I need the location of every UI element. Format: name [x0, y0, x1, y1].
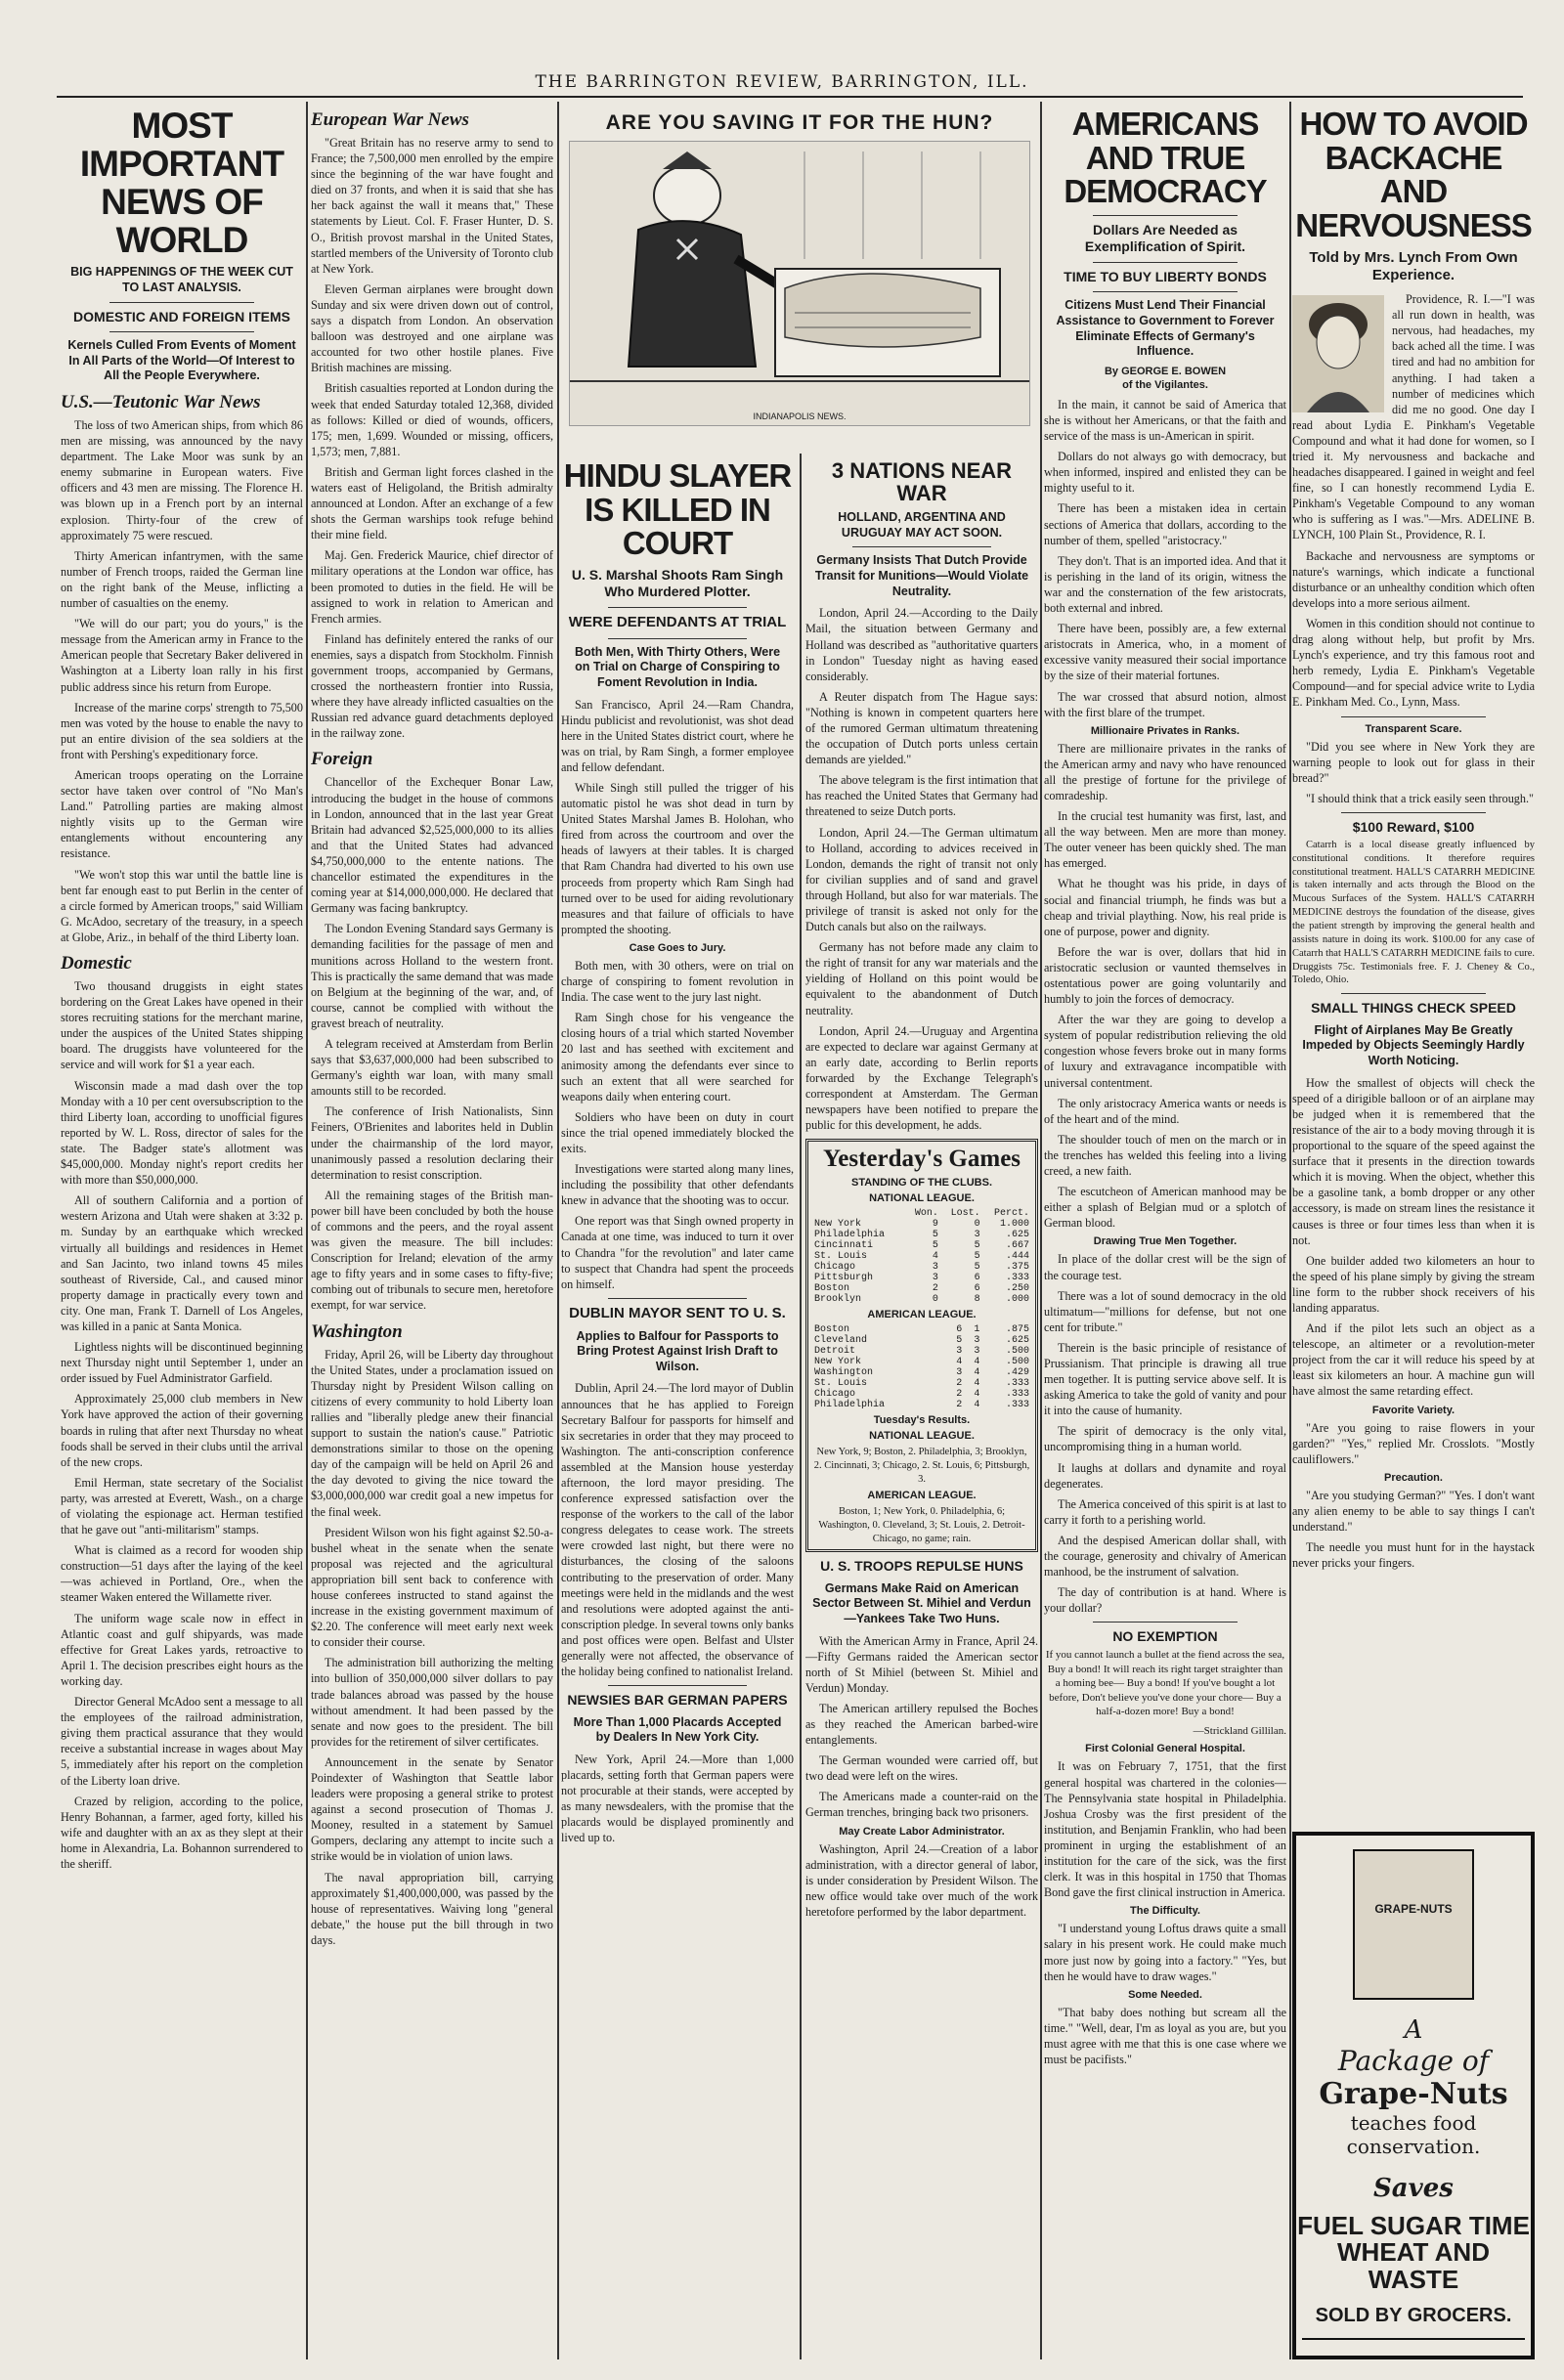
pct: .500	[1005, 1357, 1029, 1368]
paragraph: "We will do our part; you do yours," is the message from the American army in France to the American people that Secretary Baker delivered in Washington at a Liberty loan rally in his first public address since his return from Europe.	[61, 617, 303, 694]
league-label: AMERICAN LEAGUE.	[867, 1490, 977, 1502]
paragraph: They don't. That is an imported idea. And that it is perishing in the land of its origin, witness the war and the consternation of the few aristocrats, both external and inbred.	[1044, 553, 1286, 616]
won: 2	[956, 1389, 963, 1401]
byline: of the Vigilantes.	[1122, 378, 1208, 391]
section-heading: Washington	[311, 1320, 403, 1342]
won: 2	[932, 1283, 938, 1295]
lost: 4	[974, 1357, 980, 1368]
paragraph: The spirit of democracy is the only vital, uncompromising thing in a human world.	[1044, 1424, 1286, 1454]
paragraph: Women in this condition should not continue to drag along without help, but profit by Mrs. Lynch's experience, and try this famous root and herb remedy, Lydia E. Pinkham's Vegetable Compound—and for special advice write to Lydia E. Pinkham Med. Co., Lynn, Mass.	[1292, 616, 1535, 710]
subheadline: WERE DEFENDANTS AT TRIAL	[568, 613, 787, 630]
column-3a	[561, 454, 794, 2359]
headline: AMERICANS AND TRUE DEMOCRACY	[1064, 106, 1267, 210]
paragraph: There are millionaire privates in the ranks of the American army and navy who have renounced all the prestige of fortune for the privilege of comradeship.	[1044, 741, 1286, 802]
cereal-box-image	[1353, 1849, 1474, 2000]
won: 3	[956, 1367, 963, 1379]
paragraph: The German wounded were carried off, but two dead were left on the wires.	[805, 1753, 1038, 1784]
won: 3	[932, 1273, 938, 1284]
paragraph: Emil Herman, state secretary of the Socialist party, was arrested at Everett, Wash., on a charge of violating the espionage act. Herman testified that he gave out "anti-militarism" stamps.	[61, 1475, 303, 1537]
column-header	[812, 1208, 906, 1219]
lost: 8	[974, 1294, 980, 1306]
portrait-image	[1292, 295, 1384, 412]
pct: .375	[1005, 1262, 1029, 1274]
team: Chicago	[814, 1389, 856, 1401]
paragraph: Soldiers who have been on duty in court since the trial opened immediately blocked the exits.	[561, 1109, 794, 1155]
won: 0	[932, 1294, 938, 1306]
won: 6	[956, 1324, 963, 1336]
table-row	[812, 1400, 1031, 1410]
team: Cincinnati	[814, 1240, 874, 1252]
paragraph: The shoulder touch of men on the march or in the trenches has welded this feeling into a living creed, a new faith.	[1044, 1132, 1286, 1179]
team: St. Louis	[814, 1378, 868, 1390]
deck: Citizens Must Lend Their Financial Assistance to Government to Forever Eliminate Effects of Germany's Influence.	[1056, 298, 1275, 359]
headline: NEWSIES BAR GERMAN PAPERS	[567, 1692, 788, 1709]
pct: .875	[1005, 1324, 1029, 1336]
paragraph: British casualties reported at London during the week that ended Saturday totaled 12,368, divided as follows: Killed or died of wounds, officers, 175; men, 1,699. Wounded or missing, officers, 1,573; men, 7,881.	[311, 381, 553, 458]
paragraph: With the American Army in France, April 24.—Fifty Germans raided the American sector north of St Mihiel (between St. Mihiel and Verdun) Monday.	[805, 1633, 1038, 1695]
paragraph: The administration bill authorizing the melting into bullion of 350,000,000 silver dollars to pay trade balances abroad was passed by the house without amendment. It had been passed by the senate and now goes to the president. The bill provides for the retirement of silver certificates.	[311, 1656, 553, 1749]
subheadline: U. S. Marshal Shoots Ram Singh Who Murdered Plotter.	[571, 566, 784, 600]
section-heading: May Create Labor Administrator.	[839, 1825, 1005, 1838]
deck: Applies to Balfour for Passports to Bring Protest Against Irish Draft to Wilson.	[576, 1328, 779, 1373]
lost: 4	[974, 1378, 980, 1390]
table-row	[812, 1367, 1031, 1378]
paragraph: How the smallest of objects will check the speed of a dirigible balloon or of an airplane may be judged when it is remembered that the resistance of the air to a body moving through it is proportional to the square of the speed against the surface that it presents in the direction towards which it is moving. When the object, whether this be a gasoline tank, a bomb dropper or any other accessory, is made on stream lines the resistance it causes is three or four times less than when it is not.	[1292, 1075, 1535, 1247]
divider	[109, 302, 255, 303]
paragraph: The London Evening Standard says Germany is demanding facilities for the passage of men and munitions across Holland to the western front. This is practically the same demand that was made on Belgium at the beginning of the war, and, of course, cannot be complied with without the gravest breach of neutrality.	[311, 922, 553, 1030]
paragraph: In place of the dollar crest will be the sign of the courage test.	[1044, 1252, 1286, 1282]
divider	[1093, 1622, 1238, 1623]
paragraph: "I should think that a trick easily seen through."	[1306, 791, 1535, 805]
headline: HOW TO AVOID BACKACHE AND NERVOUSNESS	[1295, 106, 1532, 243]
column-5	[1292, 102, 1535, 2359]
table-row	[812, 1273, 1031, 1283]
paragraph: Finland has definitely entered the ranks of our enemies, says a dispatch from Stockholm. Finnish government troops, accompanied by Germans, crossed the northeastern frontier into Russia, where they have already inflicted casualties on the Russian red advance guard detachments deployed in the railway zone.	[311, 631, 553, 741]
paragraph: The war crossed that absurd notion, almost with the first blare of the trumpet.	[1044, 689, 1286, 719]
column-4	[1044, 102, 1286, 2359]
section-heading: Precaution.	[1384, 1471, 1443, 1484]
divider	[1341, 812, 1487, 813]
section-heading: Some Needed.	[1128, 1988, 1202, 2001]
divider	[608, 1298, 748, 1299]
headline: U. S. TROOPS REPULSE HUNS	[820, 1558, 1023, 1575]
paragraph: The naval appropriation bill, carrying approximately $1,400,000,000, was passed by the house of representatives. Waiving long "general debate," the house put the bill through in two days.	[311, 1870, 553, 1947]
paragraph: American troops operating on the Lorraine sector have taken over control of "No Man's Land." Patrolling parties are making almost nightly visits up to the German wire entanglements without encountering any resistance.	[61, 767, 303, 861]
results-text: Boston, 1; New York, 0. Philadelphia, 6; Washington, 0. Cleveland, 3; St. Louis, 2. Detroit-Chicago, no game; rain.	[818, 1506, 1025, 1544]
paragraph: One builder added two kilometers an hour to the speed of his plane simply by giving the stream line form to the rubber shock receivers of his landing apparatus.	[1292, 1253, 1535, 1316]
paragraph: The escutcheon of American manhood may be either a splash of Belgian mud or a splotch of German blood.	[1044, 1185, 1286, 1231]
divider	[608, 1685, 748, 1686]
paragraph: Director General McAdoo sent a message to all the employees of the railroad administration, giving them practical assurance that they would receive a substantial increase in wages about May 5, immediately after his report on the completion of the Liberty loan drive.	[61, 1695, 303, 1788]
deck: Germans Make Raid on American Sector Between St. Mihiel and Verdun—Yankees Take Two Huns.	[812, 1580, 1031, 1625]
paragraph: There has been a mistaken idea in certain sections of America that dollars, according to the number of them, spelled "aristocracy."	[1044, 501, 1286, 547]
paragraph: And the despised American dollar shall, with the courage, generosity and chivalry of American manhood, be the instrument of salvation.	[1044, 1533, 1286, 1579]
table-row	[812, 1262, 1031, 1273]
deck: More Than 1,000 Placards Accepted by Dealers In New York City.	[573, 1714, 782, 1745]
pct: .500	[1005, 1346, 1029, 1358]
pct: .333	[1005, 1378, 1029, 1390]
paragraph: London, April 24.—The German ultimatum to Holland, according to advices received in London, demands the right of transit not only for civilian supplies and of sand and gravel through Holland, but also for war materials. The privilege of transit is asked not only for the Dutch canals but also on the railways.	[805, 825, 1038, 934]
team: Washington	[814, 1367, 874, 1379]
cartoon-drawing	[570, 142, 1029, 406]
paragraph: "I understand young Loftus draws quite a small salary in his present work. He could make much more just now by going into a factory." "Yes, but then he would have to draw wages."	[1044, 1922, 1286, 1983]
paragraph: And if the pilot lets such an object as a telescope, an altimeter or a revolution-meter project from the car it will reduce his speed by at least six kilometers an hour. A machine gun will have almost the same retarding effect.	[1292, 1321, 1535, 1399]
team: Boston	[814, 1324, 850, 1336]
won: 5	[932, 1240, 938, 1252]
ad-border-decoration	[1302, 2338, 1525, 2350]
paragraph: London, April 24.—Uruguay and Argentina are expected to declare war against Germany at an early date, according to Berlin reports forwarded by the Exchange Telegraph's correspondent at Amsterdam. The German newspapers have been notified to prepare the public for this development, he adds.	[805, 1023, 1038, 1133]
cereal-box-label: GRAPE-NUTS	[1374, 1902, 1453, 1916]
paragraph: Wisconsin made a mad dash over the top Monday with a 10 per cent oversubscription to the third Liberty loan, according to unofficial figures reported by W. L. Ross, director of sales for the state. The Badger state's allotment was $45,000,000. Monday night's report credits her with more than $50,000,000.	[61, 1078, 303, 1188]
paragraph: Investigations were started along many lines, including the possibility that other defendants knew in advance that the shooting was to occur.	[561, 1162, 794, 1208]
paragraph: Maj. Gen. Frederick Maurice, chief director of military operations at the London war office, has been promoted to duties in the field. He will be assigned to work in relation to American and French armies.	[311, 548, 553, 626]
deck: Kernels Culled From Events of Moment In All Parts of the World—Of Interest to All the People Everywhere.	[67, 338, 296, 383]
section-heading: Domestic	[61, 953, 132, 974]
won: 5	[956, 1335, 963, 1347]
paragraph: Germany has not before made any claim to the right of transit for any war materials and the yielding of Holland on this point would be equivalent to the abandonment of Dutch neutrality.	[805, 940, 1038, 1017]
ad-list: FUEL SUGAR TIME WHEAT AND WASTE	[1297, 2211, 1530, 2294]
column-header: Lost.	[950, 1208, 980, 1220]
paragraph: "We won't stop this war until the battle line is bent far enough east to put Berlin in the center of a circle formed by American troops," said William G. McAdoo, secretary of the treasury, in a speech at Globe, Ariz., in behalf of the third Liberty loan.	[61, 867, 303, 944]
paragraph: Therein is the basic principle of resistance of Prussianism. That principle is drawing all true men together. It is putting service above self. It is asking America to take the gold of vanity and pour it into the cause of humanity.	[1044, 1340, 1286, 1418]
top-rule	[57, 96, 1523, 98]
standings-box	[805, 1139, 1038, 1552]
paragraph: Washington, April 24.—Creation of a labor administration, with a director general of labor, is under consideration by President Wilson. The new office would take over much of the work heretofore performed by the labor department.	[805, 1841, 1038, 1919]
paragraph: The above telegram is the first intimation that has reached the United States that Germany had threatened to seize Dutch ports.	[805, 773, 1038, 819]
deck: Both Men, With Thirty Others, Were on Trial on Charge of Conspiring to Foment Revolution in India.	[574, 644, 781, 689]
section-heading: The Difficulty.	[1130, 1905, 1200, 1918]
pct: .667	[1005, 1240, 1029, 1252]
section-heading: Transparent Scare.	[1365, 722, 1462, 735]
paragraph: One report was that Singh owned property in Canada at one time, was induced to turn it over to Chandra "for the revolution" and later came to suspect that Chandra had spent the proceeds on himself.	[561, 1214, 794, 1291]
paragraph: After the war they are going to develop a system of popular redistribution relieving the old congestion whose fevers broke out in many forms of luxury and extravagance incompatible with universal contentment.	[1044, 1013, 1286, 1090]
deck: Germany Insists That Dutch Provide Transit for Munitions—Would Violate Neutrality.	[814, 553, 1029, 598]
table-row	[812, 1294, 1031, 1305]
lost: 4	[974, 1367, 980, 1379]
paragraph: New York, April 24.—More than 1,000 placards, setting forth that German papers were not procurable at their stands, were accepted by as many newsdealers, with the promise that the placards would be displayed prominently and lived up to.	[561, 1752, 794, 1845]
ad-product-name: Grape-Nuts	[1319, 2077, 1508, 2111]
poem: If you cannot launch a bullet at the fiend across the sea, Buy a bond! It will reach its right target straighter than a homing bee— Buy a bond! If you've bought a lot before, Don't believe you've done your chore— Buy a half-a-dozen more! Buy a bond!	[1045, 1649, 1285, 1718]
won: 5	[932, 1230, 938, 1241]
paragraph: "Did you see where in New York they are warning people to look out for glass in their bread?"	[1292, 739, 1535, 785]
lost: 3	[974, 1230, 980, 1241]
pct: 1.000	[999, 1219, 1029, 1231]
won: 2	[956, 1378, 963, 1390]
column-3	[561, 102, 1038, 2359]
paragraph: It laughs at dollars and dynamite and royal degenerates.	[1044, 1460, 1286, 1491]
section-heading: U.S.—Teutonic War News	[61, 392, 261, 412]
poem-author: —Strickland Gillilan.	[1193, 1724, 1286, 1737]
team: Brooklyn	[814, 1294, 862, 1306]
column-divider	[800, 454, 802, 2359]
paragraph: British and German light forces clashed in the waters east of Heligoland, the British admiralty announced at London. After an exchange of a few shots the German warships took refuge behind their mine field.	[311, 464, 553, 542]
divider	[608, 607, 748, 608]
paragraph: All the remaining stages of the British man-power bill have been concluded by both the house of commons and the peers, and the royal assent was given the measure. The bill includes: Conscription for Ireland; elevation of the army age to fifty years and in some cases to fifty-five; combing out of tribunals to secure men, heretofore exempt, for war service.	[311, 1188, 553, 1313]
paragraph: Dublin, April 24.—The lord mayor of Dublin announces that he has applied to Foreign Secretary Balfour for passports for himself and six secretaries in order that they may proceed to Washington. The anti-conscription conference assembled at the Mansion house yesterday afternoon, the lord mayor presiding. The conference expressed satisfaction over the response of the workers to the call of the labor congress delegates to cease work. The streets were crowded last night, but there were no disturbances, the closing of the saloons contributing to the preservation of order. Many meetings were held in the midlands and the west and resolutions were adopted against the anti-conscription pledge. In several towns only banks and post offices were open. Belfast and Ulster generally were not affected, the observance of the holiday being confined to nationalist Ireland.	[561, 1381, 794, 1679]
paragraph: Dollars do not always go with democracy, but when informed, inspired and enlisted they can be mighty useful to it.	[1044, 450, 1286, 496]
column-2	[311, 102, 553, 2359]
cartoon-caption: INDIANAPOLIS NEWS.	[753, 411, 847, 421]
paragraph: President Wilson won his fight against $2.50-a-bushel wheat in the senate when the senate proposal was rejected and the agricultural appropriation bill sent back to conference with house conferees instructed to stand against the increase in the existing government maximum of $2.20. The conference will meet early next week to consider their course.	[311, 1525, 553, 1650]
deck: Flight of Airplanes May Be Greatly Impeded by Objects Seemingly Hardly Worth Noticing.	[1302, 1022, 1525, 1068]
pct: .000	[1005, 1294, 1029, 1306]
column-divider	[557, 102, 559, 2359]
woman-portrait-icon	[1292, 295, 1384, 412]
paragraph: Backache and nervousness are symptoms or nature's warnings, which indicate a functional disturbance or an unhealthy condition which often develops into a more serious ailment.	[1292, 548, 1535, 610]
section-heading: Case Goes to Jury.	[629, 941, 726, 954]
paragraph: "Are you studying German?" "Yes. I don't want any alien enemy to be able to say things I can't understand."	[1292, 1488, 1535, 1535]
lost: 6	[974, 1273, 980, 1284]
column-header: Perct.	[993, 1208, 1029, 1220]
column-divider	[306, 102, 308, 2359]
league-label: NATIONAL LEAGUE.	[869, 1430, 975, 1443]
paragraph: There have been, possibly are, a few external aristocrats in America, who, in a moment of excessive vanity measured their social importance by the size of their material fortunes.	[1044, 622, 1286, 683]
paragraph: The uniform wage scale now in effect in Atlantic coast and gulf shipyards, was made effective for Great Lakes yards, retroactive to April 1. The decision prescribes eight hours as the working day.	[61, 1611, 303, 1688]
section-heading: Foreign	[311, 749, 373, 770]
headline: HINDU SLAYER IS KILLED IN COURT	[563, 457, 792, 562]
pct: .333	[1005, 1389, 1029, 1401]
team: New York	[814, 1357, 862, 1368]
pct: .333	[1005, 1273, 1029, 1284]
lost: 5	[974, 1251, 980, 1263]
paragraph: What is claimed as a record for wooden ship construction—51 days after the laying of the keel—was achieved in Portland, Ore., when the steamer Waken entered the Willamette river.	[61, 1543, 303, 1605]
ad-text: Catarrh is a local disease greatly influenced by constitutional conditions. It therefore requires constitutional treatment. HALL'S CATARRH MEDICINE is taken internally and acts through the Blood on the Mucous Surfaces of the System. HALL'S CATARRH MEDICINE destroys the foundation of the disease, gives the patient strength by improving the general health and assists nature in doing its work. $100.00 for any case of Catarrh that HALL'S CATARRH MEDICINE fails to cure. Druggists 75c. Testimonials free. F. J. Cheney & Co., Toledo, Ohio.	[1292, 839, 1535, 986]
table-row	[812, 1335, 1031, 1346]
divider	[1093, 262, 1238, 263]
paragraph: Chancellor of the Exchequer Bonar Law, introducing the budget in the house of commons in London, announced that in the last year Great Britain had advanced $2,525,000,000 to its allies and that the United States had advanced $4,750,000,000 to the entente nations. The chancellor estimated the expenditures in the coming year at $14,000,000,000. He declared that Germany was facing bankruptcy.	[311, 775, 553, 916]
paragraph: "That baby does nothing but scream all the time." "Well, dear, I'm as loyal as you are, but you must agree with me that this is one case where we must be pacifists."	[1044, 2005, 1286, 2066]
team: Philadelphia	[814, 1230, 886, 1241]
section-heading: Millionaire Privates in Ranks.	[1090, 724, 1240, 737]
section-heading: Drawing True Men Together.	[1093, 1235, 1238, 1248]
team: Pittsburgh	[814, 1273, 874, 1284]
headline: DUBLIN MAYOR SENT TO U. S.	[569, 1304, 786, 1321]
standings-table-al	[812, 1324, 1031, 1410]
paragraph: Ram Singh chose for his vengeance the closing hours of a trial which started November 20 last and has seethed with excitement and animosity among the defendants ever since to such an extent that all were searched for weapons daily when entering court.	[561, 1011, 794, 1103]
divider	[1093, 291, 1238, 292]
team: Chicago	[814, 1262, 856, 1274]
results-text: New York, 9; Boston, 2. Philadelphia, 3; Brooklyn, 2. Cincinnati, 3; Chicago, 2. St. Louis, 6; Pittsburgh, 3.	[813, 1447, 1030, 1485]
ad-line: Package of	[1337, 2045, 1490, 2077]
masthead: THE BARRINGTON REVIEW, BARRINGTON, ILL.	[535, 72, 1029, 92]
paragraph: The needle you must hunt for in the haystack never pricks your fingers.	[1292, 1540, 1535, 1571]
won: 4	[932, 1251, 938, 1263]
won: 3	[932, 1262, 938, 1274]
standings-table-nl	[812, 1208, 1031, 1305]
table-row	[812, 1240, 1031, 1251]
paragraph: Announcement in the senate by Senator Poindexter of Washington that Seattle labor leaders were proposing a general strike to protest against a second prosecution of Thomas J. Mooney, resulted in a statement by Samuel Gompers, declaring any attempt to incite such a strike would be in violation of union laws.	[311, 1754, 553, 1864]
league-label: NATIONAL LEAGUE.	[869, 1192, 975, 1205]
paragraph: All of southern California and a portion of western Arizona and Utah were shaken at 3:32 p. m. Sunday by an earthquake which wrecked virtually all buildings and residences in Hemet and San Jacinto, two inland towns 45 miles southeast of Riverside, Cal., and caused minor property damage in practically every town and city. One man, Frank T. Darnell of Los Angeles, was killed in a panic at Santa Monica.	[61, 1193, 303, 1333]
divider	[608, 638, 748, 639]
divider	[1341, 993, 1487, 994]
subheadline: Dollars Are Needed as Exemplification of Spirit.	[1084, 221, 1246, 255]
lost: 5	[974, 1240, 980, 1252]
lost: 1	[974, 1324, 980, 1336]
paragraph: London, April 24.—According to the Daily Mail, the situation between Germany and Holland was described as "authoritative quarters in London" Tuesday night as having eased considerably.	[805, 606, 1038, 683]
paragraph: The conference of Irish Nationalists, Sinn Feiners, O'Brienites and laborites held in Dublin under the chairmanship of the lord mayor, unanimously passed a resolution declaring their determination to resist conscription.	[311, 1104, 553, 1182]
standings-subtitle: STANDING OF THE CLUBS.	[850, 1177, 992, 1190]
ad-title: $100 Reward, $100	[1352, 818, 1475, 835]
paragraph: "Are you going to raise flowers in your garden?" "Yes," replied Mr. Crosslots. "Mostly cauliflowers."	[1292, 1420, 1535, 1466]
standings-title: Yesterday's Games	[822, 1146, 1021, 1173]
paragraph: A telegram received at Amsterdam from Berlin says that $3,637,000,000 had been subscribed to Germany's eighth war loan, with many small amounts still to be recorded.	[311, 1036, 553, 1099]
table-row	[812, 1389, 1031, 1400]
ad-line: Saves	[1373, 2174, 1454, 2203]
paragraph: Increase of the marine corps' strength to 75,500 men was voted by the house to enable the navy to put an entire division of the sea soldiers at the front with Pershing's expeditionary force.	[61, 700, 303, 761]
pct: .250	[1005, 1283, 1029, 1295]
paragraph: The only aristocracy America wants or needs is of the heart and of the mind.	[1044, 1096, 1286, 1126]
pct: .625	[1005, 1335, 1029, 1347]
paragraph: There was a lot of sound democracy in the old ultimatum—"millions for defense, but not one cent for tribute."	[1044, 1288, 1286, 1334]
divider	[109, 331, 255, 332]
table-row	[812, 1378, 1031, 1389]
divider	[1093, 215, 1238, 216]
paragraph: In the crucial test humanity was first, last, and all the way between. Men are more than money. The outer veneer has been quickly shed. The man has emerged.	[1044, 809, 1286, 871]
lost: 4	[974, 1400, 980, 1411]
table-row	[812, 1283, 1031, 1294]
subheadline: Told by Mrs. Lynch From Own Experience.	[1309, 248, 1518, 284]
column-divider	[1040, 102, 1042, 2359]
paragraph: "Great Britain has no reserve army to send to France; the 7,500,000 men enrolled by the empire since the beginning of the war have fought and died on 37 fronts, and when it is said that she has her back against the wall it means that," These statements by Lieut. Col. F. Fraser Hunter, D. S. O., British provost marshal in the United States, startled members of the University of Toronto club at New York.	[311, 136, 553, 276]
paragraph: The day of contribution is at hand. Where is your dollar?	[1044, 1585, 1286, 1616]
paragraph: Providence, R. I.—"I was all run down in health, was nervous, had headaches, my back ached all the time. I was tired and had no ambition for anything. I had taken a number of medicines which did me no good. One day I read about Lydia E. Pinkham's Vegetable Compound and what it had done for women, so I tried it. My nervousness and backache and headaches disappeared. I gained in weight and feel fine, so I can honestly recommend Lydia E. Pinkham's Vegetable Compound to any woman who is suffering as I was."—Mrs. ADELINE B. LYNCH, 100 Plain St., Providence, R. I.	[1292, 292, 1535, 542]
ad-line: teaches food conservation.	[1346, 2111, 1481, 2158]
paragraph: Approximately 25,000 club members in New York have approved the action of their governing boards in ruling that after next Thursday no wheat foods shall be served in their clubs until the arrival of the new crops.	[61, 1392, 303, 1469]
section-heading: European War News	[311, 109, 469, 130]
cartoon-title: ARE YOU SAVING IT FOR THE HUN?	[605, 111, 994, 134]
paragraph: Eleven German airplanes were brought down Sunday and six were driven down out of control, says a dispatch from London. An observation balloon was destroyed and one airplane was accounted for two other hostile planes. Five British machines are missing.	[311, 281, 553, 375]
subheadline: BIG HAPPENINGS OF THE WEEK CUT TO LAST ANALYSIS.	[70, 265, 293, 294]
section-heading: Favorite Variety.	[1371, 1404, 1455, 1416]
table-row	[812, 1219, 1031, 1230]
table-row	[812, 1357, 1031, 1367]
paragraph: While Singh still pulled the trigger of his automatic pistol he was shot dead in turn by United States Marshal James B. Holohan, who fired from across the courtroom and over the heads of lawyers at their tables. It is charged that Ram Chandra had diverted to his own use proceeds from property which Ram Singh had turned over to be used for aiding revolutionary measures and that failure of officials to have prompted the shooting.	[561, 781, 794, 936]
pct: .444	[1005, 1251, 1029, 1263]
cartoon-illustration	[569, 141, 1030, 426]
divider	[1341, 716, 1487, 717]
won: 4	[956, 1357, 963, 1368]
lost: 5	[974, 1262, 980, 1274]
won: 9	[932, 1219, 938, 1231]
paragraph: Two thousand druggists in eight states bordering on the Great Lakes have opened in their stores recruiting stations for the merchant marine, under the auspices of the United States shipping board. The druggists have volunteered for the service and will work for $1 a year each.	[61, 979, 303, 1072]
lost: 3	[974, 1346, 980, 1358]
ad-footer: SOLD BY GROCERS.	[1315, 2304, 1512, 2326]
paragraph: Crazed by religion, according to the police, Henry Bohannan, a farmer, aged forty, killed his wife and daughter with an ax as they slept at their home in Alexandria, La. Bohannon surrendered to the sheriff.	[61, 1794, 303, 1871]
lost: 3	[974, 1335, 980, 1347]
paragraph: What he thought was his pride, in days of social and financial triumph, he finds was but a cheap and trivial plaything. Now, his real pride is one of purpose, power and dignity.	[1044, 877, 1286, 938]
paragraph: The America conceived of this spirit is at last to carry it forth to a perishing world.	[1044, 1496, 1286, 1527]
paragraph: San Francisco, April 24.—Ram Chandra, Hindu publicist and revolutionist, was shot dead here in the United States district court, where he was on trial, by Ram Singh, a former employee and fellow defendant.	[561, 697, 794, 774]
subheadline: DOMESTIC AND FOREIGN ITEMS	[73, 308, 290, 325]
paragraph: The Americans made a counter-raid on the German trenches, bringing back two prisoners.	[805, 1790, 1038, 1820]
column-1	[61, 102, 303, 2359]
ad-line: A	[1404, 2015, 1423, 2045]
won: 2	[956, 1400, 963, 1411]
team: Boston	[814, 1283, 850, 1295]
league-label: AMERICAN LEAGUE.	[867, 1309, 977, 1321]
table-row	[812, 1346, 1031, 1357]
column-header: Won.	[914, 1208, 938, 1220]
byline: By GEORGE E. BOWEN	[1104, 365, 1227, 377]
team: Philadelphia	[814, 1400, 886, 1411]
won: 3	[956, 1346, 963, 1358]
column-divider	[1289, 102, 1291, 2359]
paragraph: Lightless nights will be discontinued beginning next Thursday night until September 1, under an order issued by Fuel Administrator Garfield.	[61, 1340, 303, 1386]
subheadline: TIME TO BUY LIBERTY BONDS	[1064, 268, 1267, 284]
paragraph: It was on February 7, 1751, that the first general hospital was chartered in the colonies—The Pennsylvania state hospital in Philadelphia. Joshua Crosby was the first president of the institution, and Benjamin Franklin, who had been prominent in urging the establishment of an institution for the care of the sick, was the first clerk. It was in this hospital in 1750 that Thomas Bond gave the first clinical instruction in America.	[1044, 1759, 1286, 1900]
headline: 3 NATIONS NEAR WAR	[831, 458, 1013, 506]
section-heading: First Colonial General Hospital.	[1085, 1743, 1245, 1755]
team: St. Louis	[814, 1251, 868, 1263]
subheadline: HOLLAND, ARGENTINA AND URUGUAY MAY ACT SOON.	[838, 510, 1006, 540]
paragraph: In the main, it cannot be said of America that she is without her Americans, or that the faith and service of the mass is un-American in spirit.	[1044, 397, 1286, 444]
paragraph: Before the war is over, dollars that hid in aristocratic seclusion or vaunted themselves in ostentatious power are going voluntarily and humbly to join the forces of democracy.	[1044, 944, 1286, 1007]
paragraph: A Reuter dispatch from The Hague says: "Nothing is known in competent quarters here of the rumored German ultimatum threatening the occupation of Dutch ports unless certain demands are yielded."	[805, 689, 1038, 767]
team: Detroit	[814, 1346, 856, 1358]
results-label: Tuesday's Results.	[873, 1414, 971, 1427]
paragraph: Friday, April 26, will be Liberty day throughout the United States, under a proclamation issued on Thursday night by President Wilson calling on citizens of every community to hold Liberty loan rallies and "liberally pledge anew their financial support to sustain the nation's cause." Patriotic demonstrations similar to those on the opening day of the campaign will be held on April 26 and the day devoted to giving the nice toward the $3,000,000,000 war credit goal a new impetus for the final week.	[311, 1347, 553, 1519]
lost: 0	[974, 1219, 980, 1231]
headline: MOST IMPORTANT NEWS OF WORLD	[79, 106, 284, 260]
section-heading: NO EXEMPTION	[1112, 1628, 1218, 1645]
lost: 4	[974, 1389, 980, 1401]
pct: .625	[1005, 1230, 1029, 1241]
column-3b	[805, 454, 1038, 2359]
table-row	[812, 1251, 1031, 1262]
grape-nuts-advertisement	[1292, 1832, 1535, 2359]
headline: SMALL THINGS CHECK SPEED	[1311, 1000, 1516, 1017]
paragraph: The loss of two American ships, from which 86 men are missing, was announced by the navy department. The Lake Moor was sunk by an enemy submarine in European waters. Five officers and 43 men are missing. The Florence H. was blown up in a French port by an internal explosion. Thirty-four of the crew of approximately 75 were rescued.	[61, 418, 303, 542]
lost: 6	[974, 1283, 980, 1295]
pct: .429	[1005, 1367, 1029, 1379]
divider	[852, 546, 992, 547]
paragraph: Both men, with 30 others, were on trial on charge of conspiring to foment revolution in India. The case went to the jury last night.	[561, 958, 794, 1005]
team: Cleveland	[814, 1335, 868, 1347]
table-row	[812, 1324, 1031, 1335]
team: New York	[814, 1219, 862, 1231]
paragraph: The American artillery repulsed the Boches as they reached the American barbed-wire entanglements.	[805, 1701, 1038, 1748]
pct: .333	[1005, 1400, 1029, 1411]
table-row	[812, 1230, 1031, 1240]
paragraph: Thirty American infantrymen, with the same number of French troops, raided the German line on the right bank of the Meuse, inflicting a number of casualties on the enemy.	[61, 548, 303, 611]
